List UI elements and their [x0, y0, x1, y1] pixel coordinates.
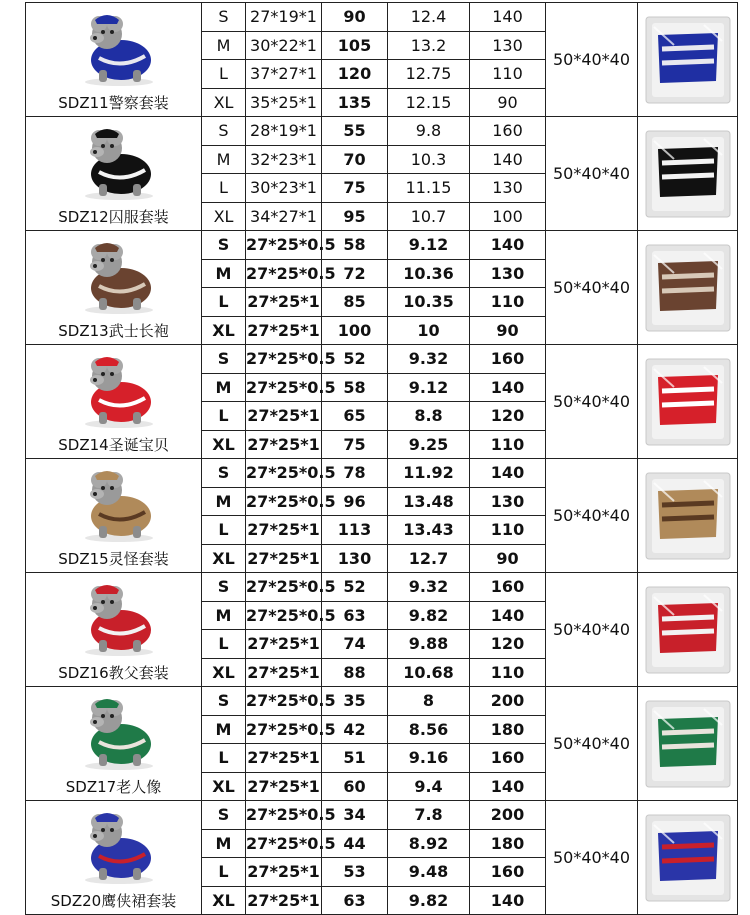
box-size: 50*40*40: [546, 3, 638, 117]
carton-count: 110: [470, 60, 546, 89]
size-label: S: [202, 459, 246, 488]
package-dimension: 27*25*1: [246, 288, 322, 317]
size-label: XL: [202, 88, 246, 117]
quantity-value: 60: [322, 772, 388, 801]
product-info: [26, 459, 201, 572]
size-label: S: [202, 573, 246, 602]
carton-count: 100: [470, 202, 546, 231]
package-photo-cell: [638, 801, 738, 915]
size-label: M: [202, 31, 246, 60]
quantity-value: 75: [322, 174, 388, 203]
size-row: [26, 231, 738, 260]
carton-count: 140: [470, 772, 546, 801]
size-row: [26, 687, 738, 716]
size-row: [26, 117, 738, 146]
size-label: L: [202, 402, 246, 431]
package-dimension: 27*25*0.5: [246, 487, 322, 516]
size-label: M: [202, 829, 246, 858]
box-size: 50*40*40: [546, 117, 638, 231]
product-info: [26, 801, 201, 914]
size-label: XL: [202, 658, 246, 687]
size-label: XL: [202, 886, 246, 915]
quantity-value: 72: [322, 259, 388, 288]
product-name: SDZ16教父套装: [58, 664, 169, 682]
package-dimension: 27*25*1: [246, 316, 322, 345]
weight-value: 9.12: [388, 231, 470, 260]
size-label: L: [202, 60, 246, 89]
package-photo-cell: [638, 459, 738, 573]
package-dimension: 27*25*0.5: [246, 459, 322, 488]
package-dimension: 27*25*1: [246, 630, 322, 659]
carton-count: 110: [470, 658, 546, 687]
quantity-value: 95: [322, 202, 388, 231]
quantity-value: 120: [322, 60, 388, 89]
product-info: [26, 687, 201, 800]
dog-costume-photo: [59, 806, 169, 890]
weight-value: 8.56: [388, 715, 470, 744]
size-label: M: [202, 487, 246, 516]
carton-count: 120: [470, 402, 546, 431]
package-dimension: 27*25*0.5: [246, 601, 322, 630]
quantity-value: 42: [322, 715, 388, 744]
carton-count: 90: [470, 316, 546, 345]
box-size: 50*40*40: [546, 687, 638, 801]
carton-count: 140: [470, 601, 546, 630]
package-dimension: 27*25*0.5: [246, 715, 322, 744]
size-label: L: [202, 630, 246, 659]
size-label: L: [202, 174, 246, 203]
weight-value: 9.32: [388, 345, 470, 374]
carton-count: 140: [470, 373, 546, 402]
weight-value: 10.36: [388, 259, 470, 288]
package-dimension: 27*25*0.5: [246, 373, 322, 402]
carton-count: 160: [470, 744, 546, 773]
size-label: S: [202, 231, 246, 260]
carton-count: 90: [470, 544, 546, 573]
size-row: [26, 345, 738, 374]
quantity-value: 96: [322, 487, 388, 516]
quantity-value: 34: [322, 801, 388, 830]
product-spec-table: [25, 2, 738, 915]
package-dimension: 27*25*0.5: [246, 345, 322, 374]
weight-value: 7.8: [388, 801, 470, 830]
product-cell: [26, 573, 202, 687]
package-photo-cell: [638, 345, 738, 459]
weight-value: 12.75: [388, 60, 470, 89]
weight-value: 9.12: [388, 373, 470, 402]
quantity-value: 65: [322, 402, 388, 431]
carton-count: 200: [470, 801, 546, 830]
carton-count: 180: [470, 829, 546, 858]
package-photo-cell: [638, 573, 738, 687]
package-dimension: 27*25*1: [246, 744, 322, 773]
package-dimension: 27*25*1: [246, 658, 322, 687]
carton-count: 90: [470, 88, 546, 117]
carton-count: 110: [470, 516, 546, 545]
weight-value: 10.7: [388, 202, 470, 231]
package-dimension: 27*25*0.5: [246, 829, 322, 858]
quantity-value: 53: [322, 858, 388, 887]
size-label: XL: [202, 544, 246, 573]
quantity-value: 63: [322, 601, 388, 630]
package-dimension: 30*23*1: [246, 174, 322, 203]
carton-count: 160: [470, 117, 546, 146]
carton-count: 200: [470, 687, 546, 716]
packaged-product-photo: [644, 357, 732, 447]
package-photo-cell: [638, 3, 738, 117]
product-cell: [26, 801, 202, 915]
carton-count: 130: [470, 259, 546, 288]
size-label: M: [202, 259, 246, 288]
weight-value: 10.68: [388, 658, 470, 687]
carton-count: 130: [470, 31, 546, 60]
packaged-product-photo: [644, 813, 732, 903]
product-info: [26, 117, 201, 230]
weight-value: 12.15: [388, 88, 470, 117]
box-size: 50*40*40: [546, 573, 638, 687]
product-name: SDZ15灵怪套装: [58, 550, 169, 568]
size-label: S: [202, 3, 246, 32]
carton-count: 140: [470, 886, 546, 915]
package-dimension: 27*25*0.5: [246, 231, 322, 260]
size-row: [26, 459, 738, 488]
dog-costume-photo: [59, 464, 169, 548]
dog-costume-photo: [59, 350, 169, 434]
quantity-value: 74: [322, 630, 388, 659]
weight-value: 8.92: [388, 829, 470, 858]
size-label: S: [202, 801, 246, 830]
quantity-value: 135: [322, 88, 388, 117]
product-name: SDZ11警察套装: [58, 94, 169, 112]
quantity-value: 113: [322, 516, 388, 545]
size-row: [26, 801, 738, 830]
size-label: S: [202, 687, 246, 716]
carton-count: 160: [470, 573, 546, 602]
size-label: L: [202, 288, 246, 317]
quantity-value: 44: [322, 829, 388, 858]
weight-value: 13.48: [388, 487, 470, 516]
product-cell: [26, 345, 202, 459]
product-cell: [26, 231, 202, 345]
box-size: 50*40*40: [546, 801, 638, 915]
quantity-value: 100: [322, 316, 388, 345]
quantity-value: 52: [322, 573, 388, 602]
quantity-value: 63: [322, 886, 388, 915]
product-name: SDZ13武士长袍: [58, 322, 169, 340]
package-dimension: 35*25*1: [246, 88, 322, 117]
weight-value: 12.4: [388, 3, 470, 32]
package-photo-cell: [638, 231, 738, 345]
carton-count: 120: [470, 630, 546, 659]
size-label: L: [202, 858, 246, 887]
weight-value: 11.92: [388, 459, 470, 488]
weight-value: 13.43: [388, 516, 470, 545]
quantity-value: 105: [322, 31, 388, 60]
product-cell: [26, 3, 202, 117]
size-label: XL: [202, 202, 246, 231]
size-label: S: [202, 345, 246, 374]
packaged-product-photo: [644, 471, 732, 561]
size-label: XL: [202, 430, 246, 459]
product-cell: [26, 687, 202, 801]
weight-value: 8: [388, 687, 470, 716]
dog-costume-photo: [59, 692, 169, 776]
weight-value: 9.82: [388, 601, 470, 630]
product-name: SDZ17老人像: [65, 778, 162, 796]
package-dimension: 27*25*0.5: [246, 687, 322, 716]
carton-count: 160: [470, 345, 546, 374]
package-dimension: 30*22*1: [246, 31, 322, 60]
product-info: [26, 345, 201, 458]
carton-count: 130: [470, 174, 546, 203]
weight-value: 9.88: [388, 630, 470, 659]
quantity-value: 85: [322, 288, 388, 317]
package-dimension: 27*19*1: [246, 3, 322, 32]
size-row: [26, 573, 738, 602]
package-dimension: 27*25*0.5: [246, 573, 322, 602]
size-label: L: [202, 516, 246, 545]
quantity-value: 52: [322, 345, 388, 374]
quantity-value: 51: [322, 744, 388, 773]
carton-count: 160: [470, 858, 546, 887]
size-label: S: [202, 117, 246, 146]
carton-count: 110: [470, 288, 546, 317]
package-dimension: 27*25*1: [246, 772, 322, 801]
weight-value: 10.35: [388, 288, 470, 317]
quantity-value: 78: [322, 459, 388, 488]
product-info: [26, 573, 201, 686]
carton-count: 180: [470, 715, 546, 744]
carton-count: 130: [470, 487, 546, 516]
weight-value: 13.2: [388, 31, 470, 60]
quantity-value: 58: [322, 373, 388, 402]
weight-value: 10: [388, 316, 470, 345]
size-label: M: [202, 373, 246, 402]
package-dimension: 34*27*1: [246, 202, 322, 231]
packaged-product-photo: [644, 129, 732, 219]
carton-count: 140: [470, 145, 546, 174]
weight-value: 9.32: [388, 573, 470, 602]
weight-value: 9.25: [388, 430, 470, 459]
size-row: [26, 3, 738, 32]
quantity-value: 58: [322, 231, 388, 260]
package-dimension: 27*25*0.5: [246, 801, 322, 830]
product-cell: [26, 117, 202, 231]
package-dimension: 27*25*1: [246, 402, 322, 431]
dog-costume-photo: [59, 578, 169, 662]
carton-count: 110: [470, 430, 546, 459]
quantity-value: 75: [322, 430, 388, 459]
package-dimension: 37*27*1: [246, 60, 322, 89]
product-name: SDZ20鹰侠裙套装: [50, 892, 177, 910]
box-size: 50*40*40: [546, 231, 638, 345]
package-dimension: 27*25*1: [246, 516, 322, 545]
dog-costume-photo: [59, 236, 169, 320]
carton-count: 140: [470, 3, 546, 32]
product-name: SDZ12囚服套装: [58, 208, 169, 226]
product-name: SDZ14圣诞宝贝: [58, 436, 169, 454]
size-label: M: [202, 145, 246, 174]
weight-value: 9.4: [388, 772, 470, 801]
package-dimension: 27*25*1: [246, 858, 322, 887]
package-dimension: 28*19*1: [246, 117, 322, 146]
carton-count: 140: [470, 459, 546, 488]
weight-value: 11.15: [388, 174, 470, 203]
package-dimension: 27*25*0.5: [246, 259, 322, 288]
quantity-value: 130: [322, 544, 388, 573]
package-photo-cell: [638, 687, 738, 801]
packaged-product-photo: [644, 243, 732, 333]
package-photo-cell: [638, 117, 738, 231]
product-cell: [26, 459, 202, 573]
weight-value: 9.48: [388, 858, 470, 887]
quantity-value: 55: [322, 117, 388, 146]
dog-costume-photo: [59, 8, 169, 92]
weight-value: 10.3: [388, 145, 470, 174]
weight-value: 9.82: [388, 886, 470, 915]
carton-count: 140: [470, 231, 546, 260]
weight-value: 8.8: [388, 402, 470, 431]
box-size: 50*40*40: [546, 459, 638, 573]
quantity-value: 90: [322, 3, 388, 32]
packaged-product-photo: [644, 15, 732, 105]
product-info: [26, 3, 201, 116]
quantity-value: 35: [322, 687, 388, 716]
package-dimension: 27*25*1: [246, 886, 322, 915]
size-label: L: [202, 744, 246, 773]
size-label: M: [202, 715, 246, 744]
quantity-value: 88: [322, 658, 388, 687]
weight-value: 9.8: [388, 117, 470, 146]
packaged-product-photo: [644, 699, 732, 789]
packaged-product-photo: [644, 585, 732, 675]
size-label: M: [202, 601, 246, 630]
dog-costume-photo: [59, 122, 169, 206]
box-size: 50*40*40: [546, 345, 638, 459]
weight-value: 9.16: [388, 744, 470, 773]
product-spec-table-body: [26, 3, 738, 915]
size-label: XL: [202, 772, 246, 801]
product-info: [26, 231, 201, 344]
package-dimension: 32*23*1: [246, 145, 322, 174]
quantity-value: 70: [322, 145, 388, 174]
weight-value: 12.7: [388, 544, 470, 573]
package-dimension: 27*25*1: [246, 430, 322, 459]
size-label: XL: [202, 316, 246, 345]
package-dimension: 27*25*1: [246, 544, 322, 573]
